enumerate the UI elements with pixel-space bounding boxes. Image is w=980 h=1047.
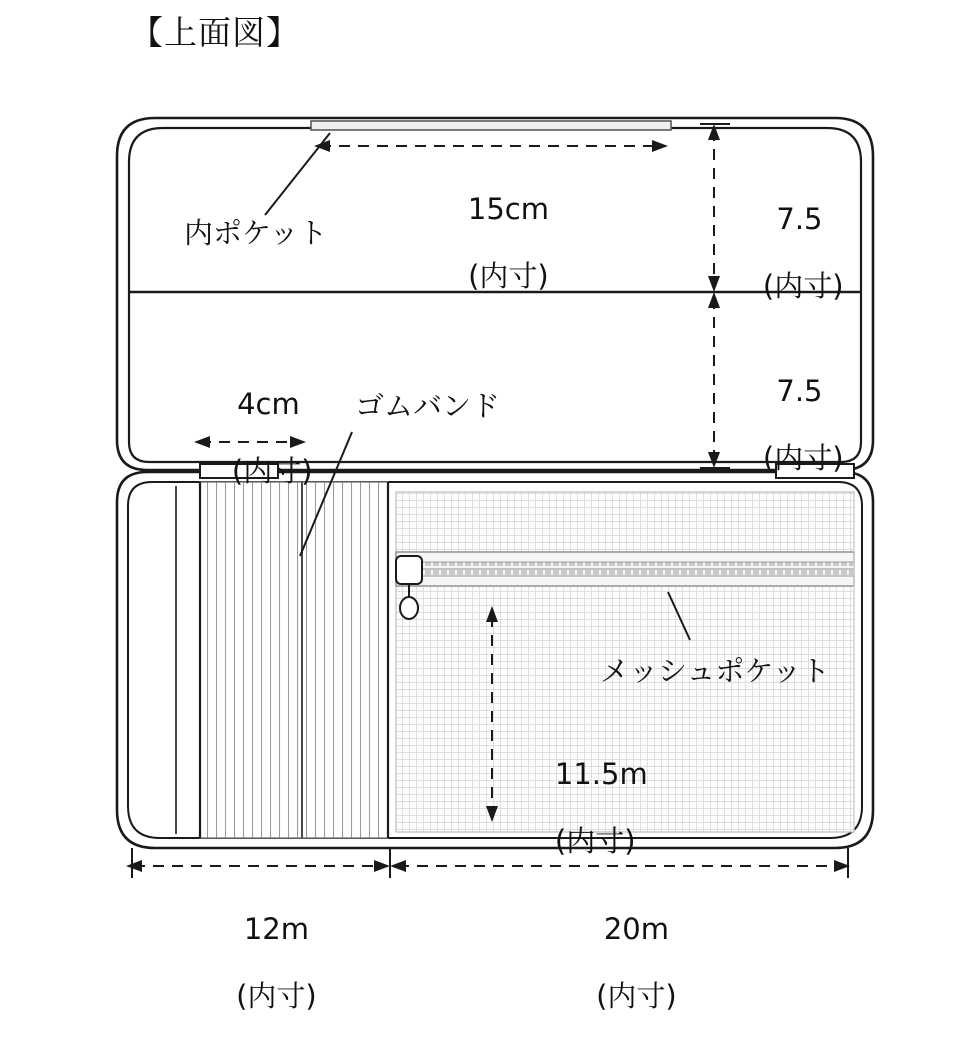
dimension-bottom-right-value: 20m [603, 912, 670, 947]
label-inner-pocket: 内ポケット [184, 216, 328, 250]
dimension-mesh-height [518, 725, 668, 892]
page-title: 【上面図】 [130, 13, 300, 52]
dimension-bottom-right [558, 880, 678, 1047]
dimension-top-width-note: (内寸) [468, 259, 549, 294]
inner-pocket-strip [311, 121, 671, 130]
dimension-right-lower-value: 7.5 [776, 374, 823, 409]
dimension-right-upper-note: (内寸) [762, 269, 844, 304]
dimension-right-upper [726, 170, 844, 337]
dimension-right-lower [726, 342, 844, 509]
dimension-band-width-note: (内寸) [231, 454, 313, 489]
dimension-bottom-left-value: 12m [243, 912, 310, 947]
dimension-mesh-height-value: 11.5m [554, 757, 648, 792]
dimension-bottom-left [198, 880, 318, 1047]
dimension-right-lower-note: (内寸) [762, 441, 844, 476]
dimension-band-width-value: 4cm [237, 387, 300, 422]
dimension-top-width-value: 15cm [467, 192, 549, 227]
label-elastic-band: ゴムバンド [355, 389, 501, 423]
dimension-mesh-height-note: (内寸) [554, 824, 636, 859]
dimension-band-width [195, 355, 313, 522]
dimension-bottom-right-note: (内寸) [596, 979, 677, 1014]
label-mesh-pocket: メッシュポケット [600, 654, 830, 688]
elastic-band [200, 482, 388, 838]
dimension-top-width [380, 160, 600, 327]
dimension-bottom-left-note: (内寸) [236, 979, 317, 1014]
dimension-right-upper-value: 7.5 [776, 202, 823, 237]
